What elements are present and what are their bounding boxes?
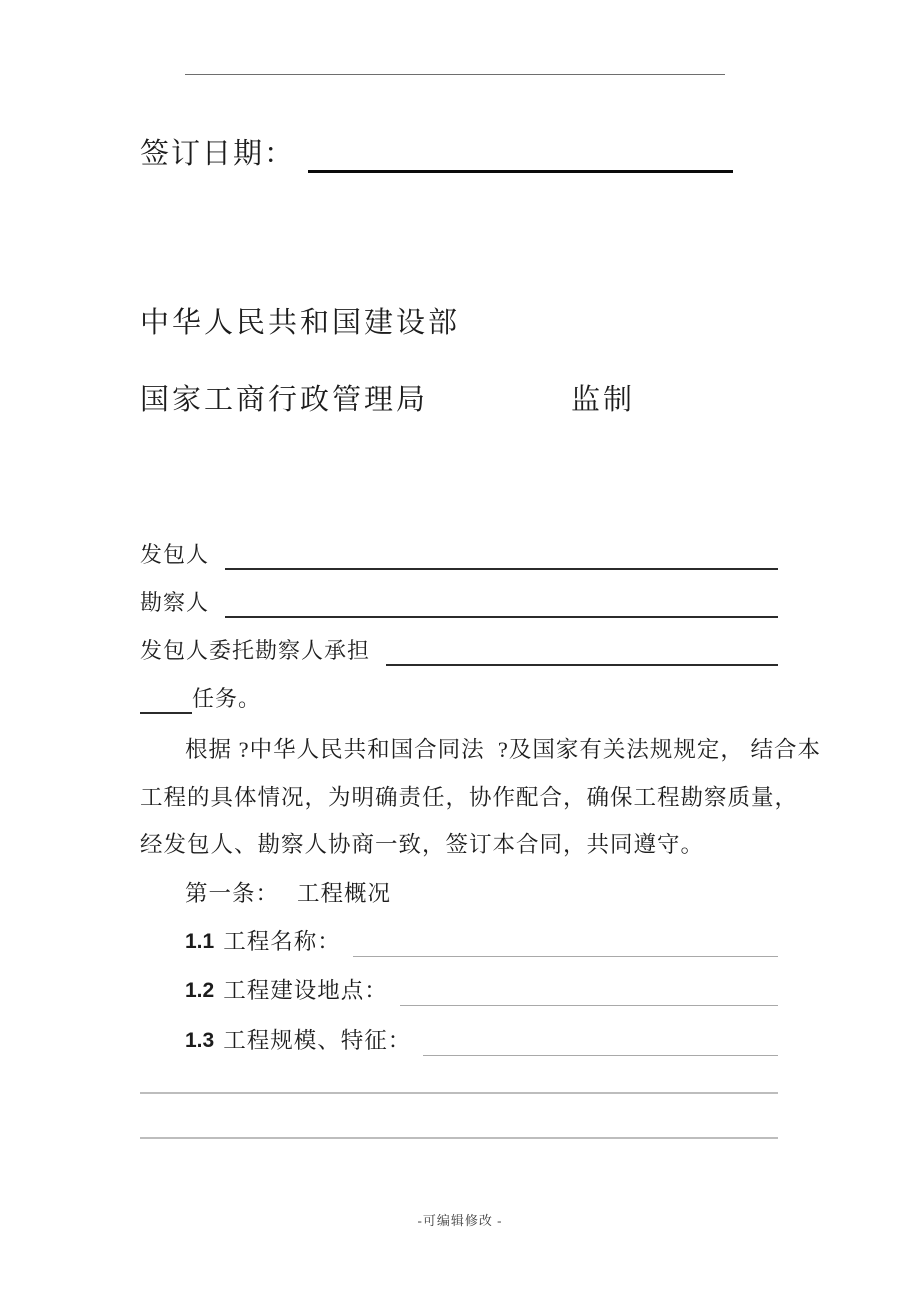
task-blank-line[interactable] <box>140 682 192 714</box>
editable-footer-note: -可编辑修改 - <box>417 1213 503 1228</box>
employer-blank-line[interactable] <box>225 538 778 570</box>
clause-1-number: 第一条： <box>185 881 280 906</box>
item-1-2-blank-line[interactable] <box>400 975 778 1006</box>
item-row-1-1 <box>185 925 778 957</box>
bottom-rule-2 <box>140 1137 778 1139</box>
preamble-line-2: 工程的具体情况，为明确责任，协作配合，确保工程勘察质量， <box>140 785 799 810</box>
surveyor-row <box>140 586 778 618</box>
item-row-1-3 <box>185 1024 778 1056</box>
surveyor-blank-line[interactable] <box>225 586 778 618</box>
item-1-3-blank-line[interactable] <box>423 1025 778 1056</box>
entrust-row <box>140 634 778 666</box>
clause-1-heading <box>185 879 391 909</box>
item-1-2-label: 工程建设地点： <box>223 978 388 1003</box>
bureau-title: 国家工商行政管理局 <box>140 384 429 416</box>
employer-row <box>140 538 778 570</box>
item-row-1-2 <box>185 974 778 1006</box>
item-1-1-blank-line[interactable] <box>353 926 778 957</box>
employer-label: 发包人 <box>140 542 210 567</box>
item-1-3-label: 工程规模、特征： <box>223 1028 412 1053</box>
bureau-row <box>140 379 635 421</box>
surveyor-label: 勘察人 <box>140 590 210 615</box>
item-1-3-number: 1.3 <box>185 1029 215 1052</box>
sign-date-blank-line[interactable] <box>308 170 733 173</box>
task-suffix-label: 任务。 <box>192 686 262 711</box>
item-1-1-label: 工程名称： <box>223 929 341 954</box>
task-row <box>140 682 261 714</box>
top-divider-rule <box>185 74 725 75</box>
preamble-line-3: 经发包人、勘察人协商一致，签订本合同，共同遵守。 <box>140 832 705 857</box>
preamble-line-1: 根据 ?中华人民共和国合同法 ?及国家有关法规规定， 结合本 <box>185 737 821 762</box>
item-1-1-number: 1.1 <box>185 930 215 953</box>
entrust-blank-line[interactable] <box>386 634 778 666</box>
ministry-title: 中华人民共和国建设部 <box>140 307 461 339</box>
bottom-rule-1 <box>140 1092 778 1094</box>
entrust-label: 发包人委托勘察人承担 <box>140 638 371 663</box>
item-1-2-number: 1.2 <box>185 979 215 1002</box>
sign-date-label: 签订日期： <box>140 138 296 170</box>
clause-1-title: 工程概况 <box>297 881 392 906</box>
seal-label: 监制 <box>571 384 636 416</box>
